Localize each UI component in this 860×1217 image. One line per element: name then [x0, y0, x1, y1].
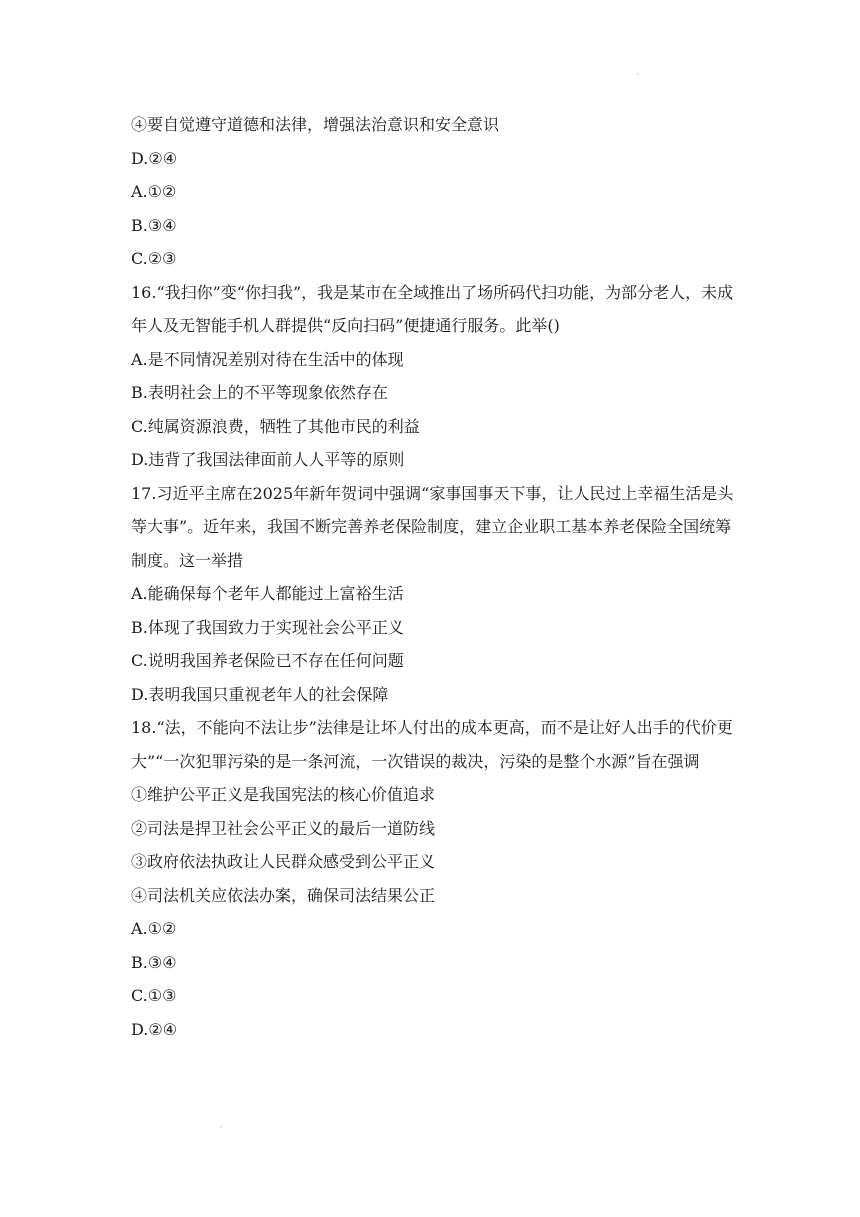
scan-mark: [220, 1126, 222, 1128]
option-line: B.③④: [131, 215, 177, 235]
scan-mark: [637, 73, 639, 75]
question-16: 16.“我扫你”变“你扫我”，我是某市在全域推出了场所码代扫功能，为部分老人，未成年人及无智能手机人群提供“反向扫码”便捷通行服务。此举(): [131, 282, 734, 335]
option-line: D.②④: [131, 1019, 178, 1039]
option-line: D.②④: [131, 148, 178, 168]
option-line: C.①③: [131, 986, 177, 1005]
option-line: C.纯属资源浪费，牺牲了其他市民的利益: [131, 416, 420, 436]
question-17: 17.习近平主席在2025年新年贺词中强调“家事国事天下事，让人民过上幸福生活是头等大事”。近年来，我国不断完善养老保险制度，建立企业职工基本养老保险全国统筹制度。这一举措: [131, 483, 734, 570]
option-line: A.①②: [131, 182, 177, 201]
option-line: B.体现了我国致力于实现社会公平正义: [131, 617, 404, 637]
statement-line: ②司法是捍卫社会公平正义的最后一道防线: [131, 818, 436, 838]
option-line: A.是不同情况差别对待在生活中的体现: [131, 349, 404, 369]
option-line: B.表明社会上的不平等现象依然存在: [131, 383, 388, 402]
option-line: A.能确保每个老年人都能过上富裕生活: [131, 584, 404, 603]
document-body: [131, 108, 741, 1046]
option-line: B.③④: [131, 952, 177, 972]
option-line: C.说明我国养老保险已不存在任何问题: [131, 651, 404, 670]
statement-line: ④司法机关应依法办案，确保司法结果公正: [131, 885, 436, 905]
question-18: 18.“法，不能向不法让步”法律是让坏人付出的成本更高，而不是让好人出手的代价更大”“一次犯罪污染的是一条河流，一次错误的裁决，污染的是整个水源”旨在强调: [131, 718, 733, 771]
statement-line: ①维护公平正义是我国宪法的核心价值追求: [131, 785, 436, 804]
option-line: D.表明我国只重视老年人的社会保障: [131, 684, 389, 704]
option-line: ④要自觉遵守道德和法律，增强法治意识和安全意识: [131, 115, 500, 134]
option-line: D.违背了我国法律面前人人平等的原则: [131, 450, 405, 469]
statement-line: ③政府依法执政让人民群众感受到公平正义: [131, 852, 436, 871]
option-line: C.②③: [131, 249, 177, 268]
option-line: A.①②: [131, 919, 177, 938]
